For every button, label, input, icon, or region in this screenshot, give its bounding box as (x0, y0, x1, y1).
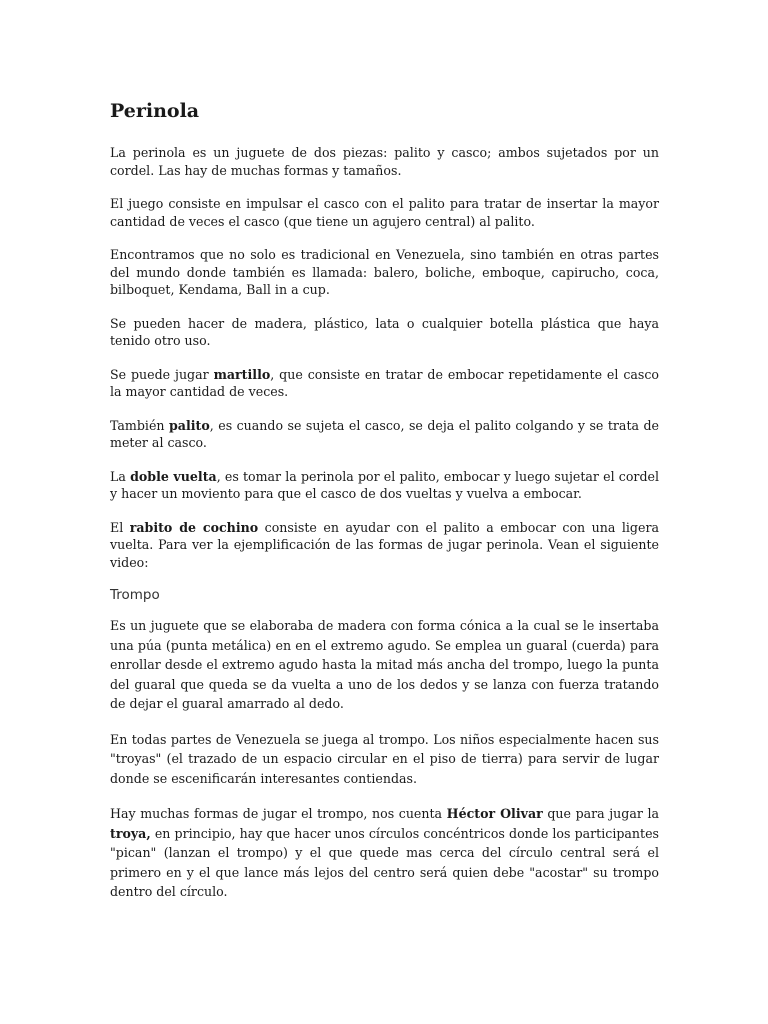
intro-paragraph-3: Encontramos que no solo es tradicional en Venezuela, sino también en otras partes del mundo donde también es llamada: balero, boliche, emboque, capirucho, coca, bilboquet, Kendama, Ball in a cup. (110, 247, 659, 297)
rabito-text-post: consiste en ayudar con el palito a embocar con una ligera vuelta. Para ver la ejemplificación de las formas de jugar perinola. Vean el siguiente video: (110, 519, 659, 570)
rabito-term: rabito de cochino (129, 519, 259, 535)
trompo-p3-pre: Hay muchas formas de jugar el trompo, nos cuenta (110, 806, 447, 821)
page-title: Perinola (110, 100, 200, 122)
trompo-paragraph-2: En todas partes de Venezuela se juega al trompo. Los niños especialmente hacen sus "troyas" (el trazado de un espacio circular en el piso de tierra) para servir de lugar donde se escenificarán interesantes contiendas. (110, 731, 659, 786)
palito-text-pre: También (110, 417, 169, 433)
martillo-paragraph (110, 366, 659, 401)
intro-paragraph-1: La perinola es un juguete de dos piezas: palito y casco; ambos sujetados por un cordel. Las hay de muchas formas y tamaños. (110, 145, 659, 178)
palito-term: palito (169, 417, 210, 433)
troya-term: troya, (110, 825, 151, 841)
trompo-paragraph-1: Es un juguete que se elaboraba de madera con forma cónica a la cual se le insertaba una púa (punta metálica) en en el extremo agudo. Se emplea un guaral (cuerda) para enrollar desde el extremo agudo hasta la mitad más ancha del trompo, luego la punta del guaral que queda se da vuelta a uno de los dedos y se lanza con fuerza tratando de dejar el guaral amarrado al dedo. (110, 618, 659, 711)
martillo-text-post: , que consiste en tratar de embocar repetidamente el casco la mayor cantidad de veces. (110, 366, 659, 399)
intro-paragraph-2: El juego consiste en impulsar el casco con el palito para tratar de insertar la mayor cantidad de veces el casco (que tiene un agujero central) al palito. (110, 196, 659, 229)
doble-vuelta-text-post: , es tomar la perinola por el palito, embocar y luego sujetar el cordel y hacer un moviento para que el casco de dos vueltas y vuelva a embocar. (110, 468, 659, 501)
doble-vuelta-paragraph (110, 468, 659, 503)
palito-paragraph (110, 417, 659, 452)
trompo-heading: Trompo (110, 587, 160, 603)
rabito-text-pre: El (110, 519, 130, 535)
martillo-term: martillo (213, 366, 271, 382)
rabito-paragraph (110, 519, 659, 572)
trompo-p3-mid: que para jugar la (542, 806, 660, 821)
palito-text-post: , es cuando se sujeta el casco, se deja el palito colgando y se trata de meter al casco. (110, 417, 659, 450)
document-page (110, 100, 659, 918)
martillo-text-pre: Se puede jugar (110, 366, 214, 382)
hector-olivar-name: Héctor Olivar (446, 806, 543, 821)
trompo-p3-post: en principio, hay que hacer unos círculos concéntricos donde los participantes "pican" (lanzan el trompo) y el que quede mas cerca del círculo central será el primero en y el que lance más lejos del centro será quien debe "acostar" su trompo dentro del círculo. (110, 825, 659, 899)
doble-vuelta-text-pre: La (110, 468, 131, 484)
trompo-paragraph-3 (110, 804, 659, 902)
intro-paragraph-4: Se pueden hacer de madera, plástico, lata o cualquier botella plástica que haya tenido otro uso. (110, 315, 659, 348)
doble-vuelta-term: doble vuelta (130, 468, 217, 484)
